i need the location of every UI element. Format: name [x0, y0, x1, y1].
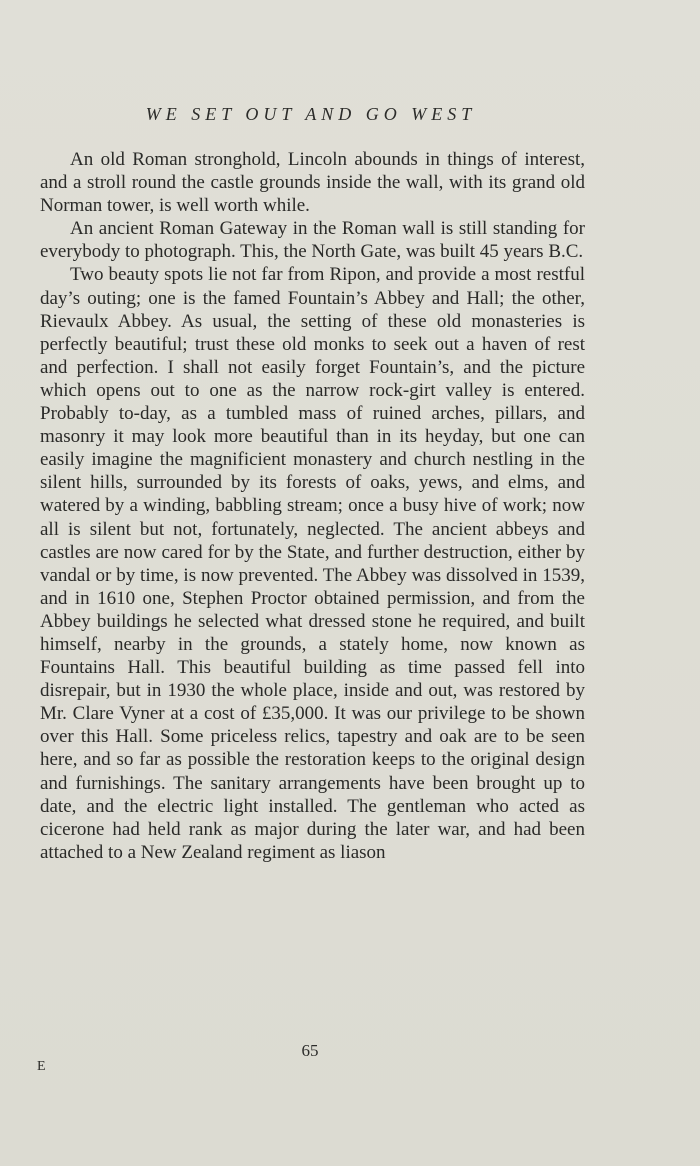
- paragraph: Two beauty spots lie not far from Ripon, and provide a most restful day’s outing; one is the famed Fountain’s Abbey and Hall; the other, Rievaulx Abbey. As usual, the setting of these old monasteries is perfectly beautiful; trust these old monks to seek out a haven of rest and perfection. I shall not easily forget Fountain’s, and the picture which opens out to one as the narrow rock-girt valley is entered. Probably to-day, as a tumbled mass of ruined arches, pillars, and masonry it may look more beautiful than in its heyday, but one can easily imagine the magnificient monastery and church nestling in the silent hills, surrounded by its forests of oaks, yews, and elms, and watered by a winding, babbling stream; once a busy hive of work; now all is silent but not, fortunately, neglected. The ancient abbeys and castles are now cared for by the State, and further destruction, either by vandal or by time, is now prevented. The Abbey was dissolved in 1539, and in 1610 one, Stephen Proctor obtained permission, and from the Abbey buildings he selected what dressed stone he required, and built himself, nearby in the grounds, a stately home, now known as Fountains Hall. This beautiful building as time passed fell into disrepair, but in 1930 the whole place, inside and out, was restored by Mr. Clare Vyner at a cost of £35,000. It was our privilege to be shown over this Hall. Some priceless relics, tapestry and oak are to be seen here, and so far as possible the restoration keeps to the original design and furnishings. The sanitary arrangements have been brought up to date, and the electric light installed. The gentleman who acted as cicerone had held rank as major during the later war, and had been attached to a New Zealand regiment as liason: [40, 264, 585, 863]
- signature-mark: E: [37, 1059, 46, 1074]
- running-head: WE SET OUT AND GO WEST: [145, 104, 477, 124]
- body-text: [40, 148, 585, 864]
- paragraph: An old Roman stronghold, Lincoln abounds in things of interest, and a stroll round the castle grounds inside the wall, with its grand old Norman tower, is well worth while.: [40, 149, 585, 217]
- paragraph: An ancient Roman Gateway in the Roman wall is still standing for everybody to photograph. This, the North Gate, was built 45 years B.C.: [40, 218, 585, 263]
- page-number: 65: [301, 1041, 319, 1060]
